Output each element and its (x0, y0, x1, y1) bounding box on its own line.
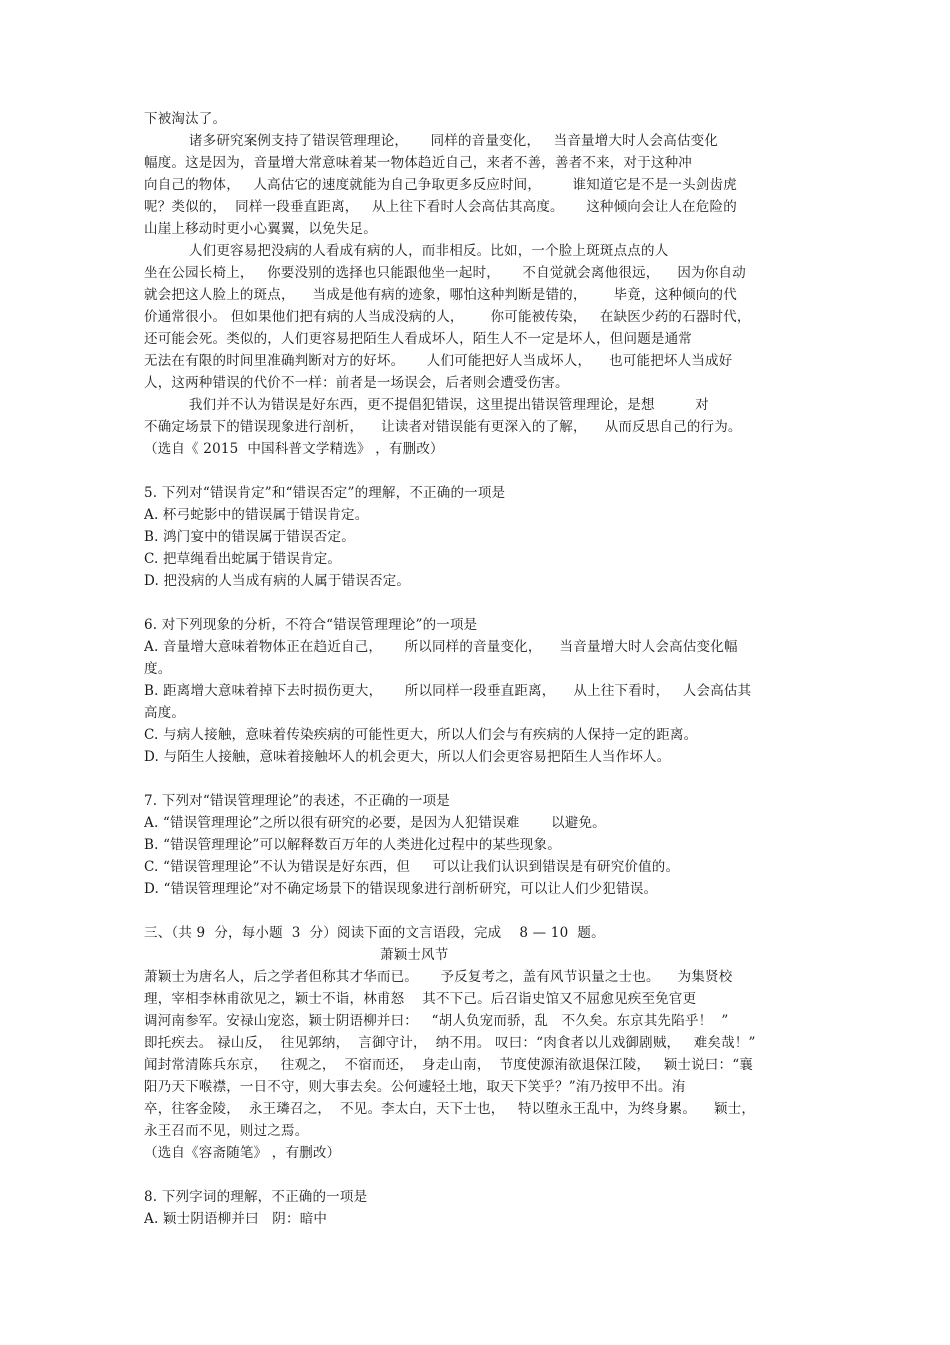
option-d: D. “错误管理理论”对不确定场景下的错误现象进行剖析研究，可以让人们少犯错误。 (144, 881, 658, 897)
question-7 (144, 790, 814, 900)
option-c: C. “错误管理理论”不认为错误是好东西，但 可以让我们认识到错误是有研究价值的。 (144, 859, 680, 875)
option-b-continued: 高度。 (144, 705, 186, 721)
option-a: A. 杯弓蛇影中的错误属于错误肯定。 (144, 507, 369, 523)
passage-line: 人，这两种错误的代价不一样：前者是一场误会，后者则会遭受伤害。 (144, 375, 569, 391)
question-6 (144, 614, 814, 768)
passage-line: 诸多研究案例支持了错误管理理论， 同样的音量变化， 当音量增大时人会高估变化 (144, 133, 719, 149)
question-5 (144, 482, 814, 592)
option-a: A. 颖士阴语柳并曰 阴：暗中 (144, 1211, 328, 1227)
option-a: A. “错误管理理论”之所以很有研究的必要，是因为人犯错误难 以避免。 (144, 815, 606, 831)
passage-source: （选自《 2015 中国科普文学精选》 ，有删改） (144, 441, 444, 457)
classical-text-line: 理，宰相李林甫欲见之，颖士不诣，林甫怒 其不下己。后召诣史馆又不屈愈见疾至免官更 (144, 991, 697, 1007)
passage-line: 就会把这人脸上的斑点， 当成是他有病的迹象，哪怕这种判断是错的， 毕竟，这种倾向的代 (144, 287, 737, 303)
passage-line: 还可能会死。类似的，人们更容易把陌生人看成坏人，陌生人不一定是坏人，但问题是通常 (144, 331, 692, 347)
section-3 (144, 922, 814, 1164)
option-d: D. 与陌生人接触，意味着接触坏人的机会更大，所以人们会更容易把陌生人当作坏人。 (144, 749, 671, 765)
question-stem: 5. 下列对“错误肯定”和“错误否定”的理解，不正确的一项是 (144, 485, 506, 501)
classical-text-line: 卒，往客金陵， 永王璘召之， 不见。李太白，天下士也， 特以堕永王乱中，为终身累。 颖士， (144, 1101, 756, 1117)
classical-text-line: 阳乃天下喉襟，一日不守，则大事去矣。公何遽轻土地，取天下笑乎？”洧乃按甲不出。洧 (144, 1079, 686, 1095)
classical-text-line: 闻封常清陈兵东京， 往观之， 不宿而还， 身走山南， 节度使源洧欲退保江陵， 颖士说曰：“襄 (144, 1057, 753, 1073)
option-b: B. “错误管理理论”可以解释数百万年的人类进化过程中的某些现象。 (144, 837, 561, 853)
passage-line: 价通常很小。 但如果他们把有病的人当成没病的人， 你可能被传染， 在缺医少药的石器时代， (144, 309, 751, 325)
section-heading: 三、（共 9 分，每小题 3 分）阅读下面的文言语段，完成 8 — 10 题。 (144, 925, 605, 941)
option-c: C. 与病人接触，意味着传染疾病的可能性更大，所以人们会与有疾病的人保持一定的距离。 (144, 727, 698, 743)
option-c: C. 把草绳看出蛇属于错误肯定。 (144, 551, 342, 567)
passage-line: 幅度。这是因为，音量增大常意味着某一物体趋近自己，来者不善，善者不来，对于这种冲 (144, 155, 692, 171)
passage-line: 山崖上移动时更小心翼翼，以免失足。 (144, 221, 377, 237)
passage-line: 人们更容易把没病的人看成有病的人，而非相反。比如，一个脸上斑斑点点的人 (144, 243, 669, 259)
classical-text-line: 永王召而不见，则过之焉。 (144, 1123, 309, 1139)
option-d: D. 把没病的人当成有病的人属于错误否定。 (144, 573, 411, 589)
passage-line: 我们并不认为错误是好东西，更不提倡犯错误，这里提出错误管理理论，是想 对 (144, 397, 709, 413)
question-stem: 6. 对下列现象的分析，不符合“错误管理理论”的一项是 (144, 617, 478, 633)
question-8 (144, 1186, 814, 1230)
passage-continuation (144, 108, 814, 460)
option-a-continued: 度。 (144, 661, 172, 677)
option-b: B. 鸿门宴中的错误属于错误否定。 (144, 529, 355, 545)
classical-text-line: 调河南参军。安禄山宠恣，颖士阴语柳并曰： “胡人负宠而骄，乱 不久矣。东京其先陷乎！ ” (144, 1013, 729, 1029)
classical-text-source: （选自《容斋随笔》 ，有删改） (144, 1145, 341, 1161)
option-a: A. 音量增大意味着物体正在趋近自己， 所以同样的音量变化， 当音量增大时人会高估变化幅 (144, 639, 738, 655)
passage-line: 向自己的物体， 人高估它的速度就能为自己争取更多反应时间， 谁知道它是不是一头剑齿虎 (144, 177, 737, 193)
document-page (144, 108, 814, 1230)
classical-text-title: 萧颖士风节 (380, 947, 449, 963)
passage-line: 无法在有限的时间里准确判断对方的好坏。 人们可能把好人当成坏人， 也可能把坏人当成好 (144, 353, 733, 369)
classical-text-line: 萧颖士为唐名人，后之学者但称其才华而已。 予反复考之，盖有风节识量之士也。 为集贤校 (144, 969, 733, 985)
passage-line: 坐在公园长椅上， 你要没别的选择也只能跟他坐一起时， 不自觉就会离他很远， 因为你自动 (144, 265, 746, 281)
option-b: B. 距离增大意味着掉下去时损伤更大， 所以同样一段垂直距离， 从上往下看时， 人会高估其 (144, 683, 752, 699)
passage-line: 不确定场景下的错误现象进行剖析， 让读者对错误能有更深入的了解， 从而反思自己的行为。 (144, 419, 742, 435)
question-stem: 7. 下列对“错误管理理论”的表述，不正确的一项是 (144, 793, 450, 809)
question-stem: 8. 下列字词的理解，不正确的一项是 (144, 1189, 368, 1205)
passage-line: 下被淘汰了。 (144, 111, 227, 127)
passage-line: 呢？类似的， 同样一段垂直距离， 从上往下看时人会高估其高度。 这种倾向会让人在危险的 (144, 199, 737, 215)
classical-text-line: 即托疾去。 禄山反， 往见郭纳， 言御守计， 纳不用。 叹曰：“肉食者以儿戏御剧贼， 难矣哉！” (144, 1035, 756, 1051)
